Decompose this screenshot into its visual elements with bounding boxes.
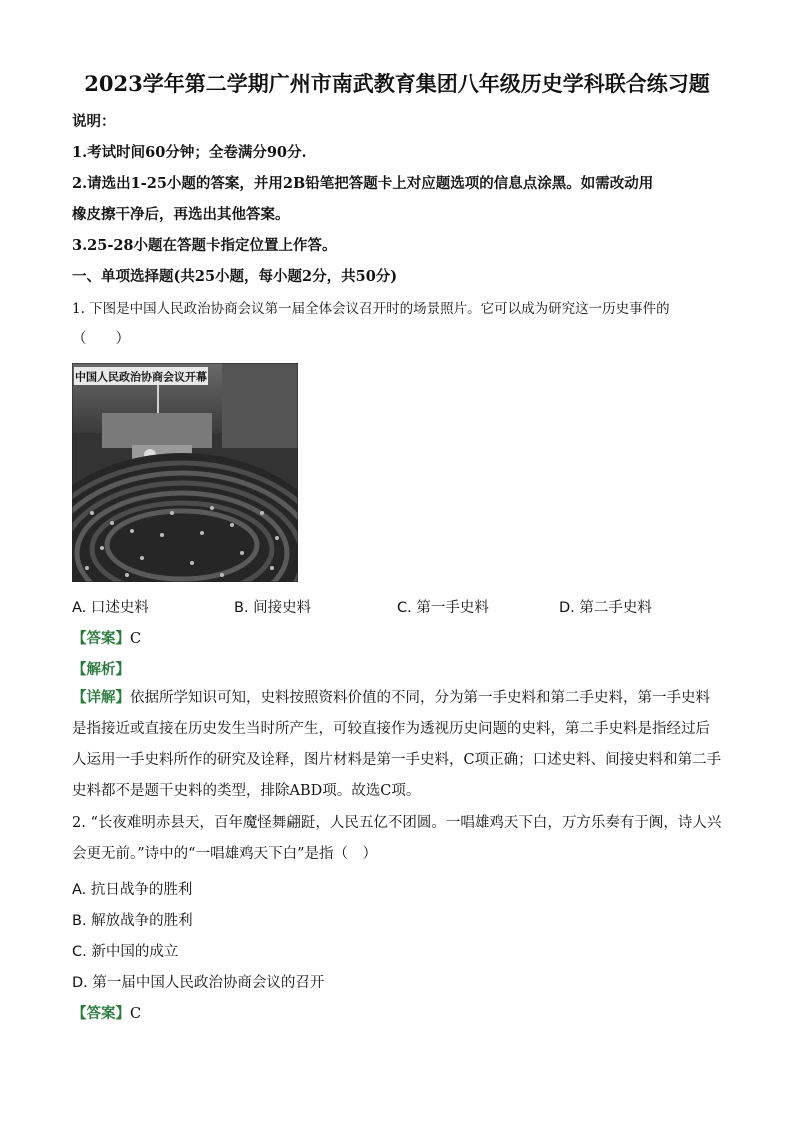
q1-option-d: D. 第二手史料 [559, 600, 652, 616]
assembly-photo-image [72, 363, 298, 582]
q2-answer [72, 1002, 141, 1023]
q1-answer-tag: 【答案】 [72, 630, 130, 647]
q1-detail [72, 682, 722, 807]
note-item-3: 3.25-28小题在答题卡指定位置上作答。 [72, 237, 337, 254]
q1-answer [72, 627, 141, 648]
q1-option-c: C. 第一手史料 [397, 600, 489, 616]
q2-option-d: D. 第一届中国人民政治协商会议的召开 [72, 975, 325, 991]
q1-analysis-label: 【解析】 [72, 661, 130, 678]
q2-stem: 2. “长夜难明赤县天，百年魔怪舞翩跹，人民五亿不团圆。一唱雄鸡天下白，万方乐奏有于阗，诗人兴会更无前。”诗中的“一唱雄鸡天下白”是指（ ） [72, 815, 722, 862]
q1-stem-line2: （ ） [72, 331, 130, 347]
q1-stem-line1: 1. 下图是中国人民政治协商会议第一届全体会议召开时的场景照片。它可以成为研究这一历史事件的 [72, 301, 670, 317]
q2-answer-value: C [130, 1006, 142, 1022]
q1-option-b: B. 间接史料 [234, 600, 312, 616]
q2-option-b: B. 解放战争的胜利 [72, 913, 193, 929]
page-title: 2023学年第二学期广州市南武教育集团八年级历史学科联合练习题 [84, 71, 710, 96]
assembly-photo [72, 363, 298, 582]
notes-heading: 说明： [72, 113, 116, 130]
note-item-1: 1.考试时间60分钟；全卷满分90分. [72, 144, 307, 161]
q1-detail-tag: 【详解】 [72, 689, 130, 706]
section-heading: 一、单项选择题(共25小题，每小题2分，共50分) [72, 268, 398, 285]
photo-banner-text: 中国人民政治协商会议开幕 [75, 370, 207, 384]
q2-answer-tag: 【答案】 [72, 1005, 130, 1022]
q1-answer-value: C [130, 631, 142, 647]
q2-option-a: A. 抗日战争的胜利 [72, 882, 193, 898]
note-item-2: 2.请选出1-25小题的答案，并用2B铅笔把答题卡上对应题选项的信息点涂黑。如需改动用 [72, 175, 654, 192]
q2-option-c: C. 新中国的成立 [72, 944, 179, 960]
q1-analysis-tag [72, 658, 130, 679]
q1-option-a: A. 口述史料 [72, 600, 149, 616]
q1-detail-text: 依据所学知识可知，史料按照资料价值的不同，分为第一手史料和第二手史料，第一手史料是指接近或直接在历史发生当时所产生，可较直接作为透视历史问题的史料，第二手史料是指经过后人运用一手史料所作的研究及诠释，图片材料是第一手史料，C项正确；口述史料、间接史料和第二手史料都不是题干史料的类型，排除ABD项。故选C项。 [72, 690, 722, 799]
note-item-2-cont: 橡皮擦干净后，再选出其他答案。 [72, 206, 290, 223]
